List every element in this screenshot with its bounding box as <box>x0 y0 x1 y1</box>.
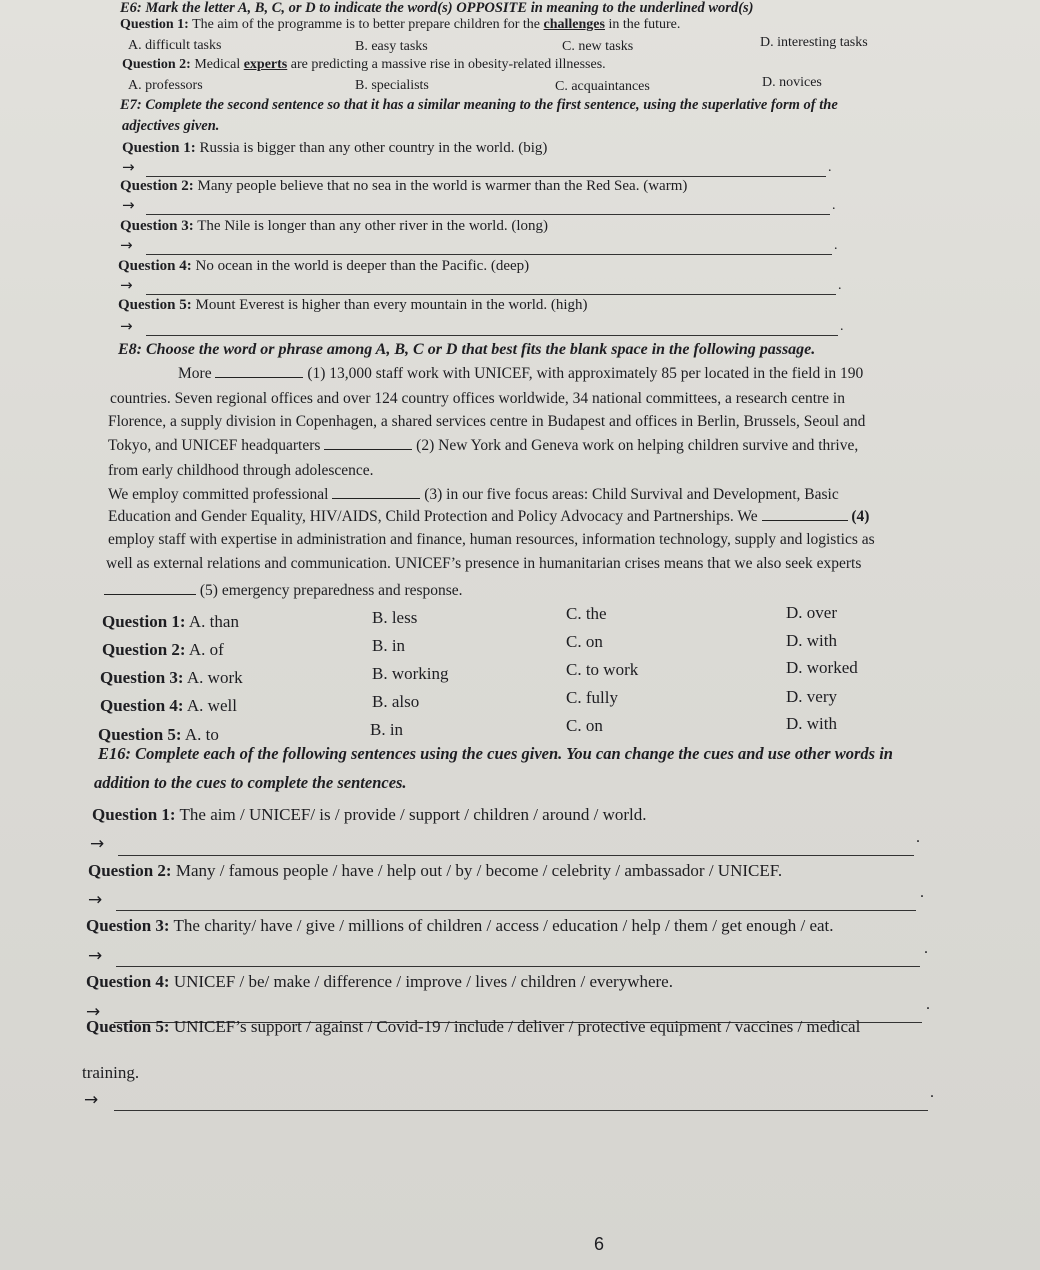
blank-5[interactable] <box>104 594 196 595</box>
question-text: The Nile is longer than any other river in the world. (long) <box>197 218 548 234</box>
question-text: Many / famous people / have / help out / by / become / celebrity / ambassador / UNICEF. <box>175 861 783 880</box>
option-d[interactable]: D. over <box>786 603 837 622</box>
question-label: Question 4: <box>100 696 184 715</box>
question-text: Mount Everest is higher than every mountain in the world. (high) <box>195 297 588 313</box>
question-text <box>98 725 219 745</box>
e16-question-5 <box>86 1017 860 1037</box>
answer-line[interactable] <box>146 176 826 177</box>
passage-line: employ staff with expertise in administration and finance, human resources, information technology, supply and logistics as <box>108 531 875 548</box>
question-text <box>102 640 224 660</box>
question-label: Question 4: <box>118 258 192 274</box>
e6-heading: E6: Mark the letter A, B, C, or D to indicate the word(s) OPPOSITE in meaning to the underlined word(s) <box>120 0 754 16</box>
option-b[interactable]: B. in <box>372 636 406 655</box>
passage-text: More <box>178 365 212 382</box>
question-label: Question 2: <box>102 640 186 659</box>
question-text: are predicting a massive rise in obesity-related illnesses. <box>290 57 606 72</box>
passage-text: Education and Gender Equality, HIV/AIDS, Child Protection and Policy Advocacy and Partnerships. We <box>108 508 758 525</box>
e7-heading-cont: adjectives given. <box>122 118 220 134</box>
question-text: No ocean in the world is deeper than the Pacific. (deep) <box>195 258 530 274</box>
question-label: Question 3: <box>86 916 170 935</box>
e16-question-3 <box>86 916 834 936</box>
answer-line[interactable] <box>116 966 920 967</box>
passage-text: (2) New York and Geneva work on helping children survive and thrive, <box>416 437 859 454</box>
period: . <box>916 829 920 846</box>
option-a[interactable]: A. to <box>184 725 219 744</box>
period: . <box>924 940 928 957</box>
answer-line[interactable] <box>146 335 838 336</box>
option-a[interactable]: A. well <box>186 696 237 715</box>
question-text: UNICEF / be/ make / difference / improve / lives / children / everywhere. <box>173 972 673 991</box>
e16-question-4 <box>86 972 673 992</box>
arrow-icon: → <box>122 196 135 214</box>
passage-line: Florence, a supply division in Copenhagen, a shared services centre in Budapest and offices in Berlin, Brussels, Seoul and <box>108 413 866 430</box>
option-c[interactable]: C. on <box>566 716 603 735</box>
e7-question-4 <box>118 258 529 275</box>
question-label: Question 3: <box>120 218 194 234</box>
e7-question-1 <box>122 140 547 157</box>
question-label: Question 2: <box>120 178 194 194</box>
blank-1[interactable] <box>215 377 303 378</box>
passage-line <box>108 486 839 504</box>
period: . <box>838 278 842 293</box>
period: . <box>834 238 838 253</box>
answer-line[interactable] <box>116 910 916 911</box>
passage-line <box>104 582 463 600</box>
underlined-word: experts <box>243 57 288 72</box>
period: . <box>828 160 832 175</box>
passage-line: from early childhood through adolescence. <box>108 462 374 479</box>
passage-text: We employ committed professional <box>108 486 329 503</box>
answer-line[interactable] <box>146 294 836 295</box>
arrow-icon: → <box>86 1002 101 1022</box>
question-text <box>100 668 243 688</box>
question-text: Russia is bigger than any other country in the world. (big) <box>199 140 548 156</box>
option-c[interactable]: C. new tasks <box>562 39 634 54</box>
option-b[interactable]: B. also <box>372 692 420 711</box>
underlined-word: challenges <box>543 17 605 32</box>
option-d[interactable]: D. novices <box>762 75 822 90</box>
question-text: in the future. <box>608 17 681 32</box>
option-c[interactable]: C. acquaintances <box>555 79 650 94</box>
e6-question-1 <box>120 17 680 33</box>
question-text: Many people believe that no sea in the world is warmer than the Red Sea. (warm) <box>197 178 688 194</box>
option-d[interactable]: D. very <box>786 687 837 706</box>
question-label: Question 5: <box>86 1017 170 1036</box>
period: . <box>926 996 930 1013</box>
option-d[interactable]: D. worked <box>786 658 858 677</box>
option-c[interactable]: C. to work <box>566 660 639 679</box>
option-b[interactable]: B. in <box>370 720 404 739</box>
question-label: Question 1: <box>102 612 186 631</box>
question-label: Question 5: <box>118 297 192 313</box>
passage-line <box>108 437 858 455</box>
question-text: UNICEF’s support / against / Covid-19 / include / deliver / protective equipment / vaccines / medical <box>173 1017 861 1036</box>
arrow-icon: → <box>84 1090 99 1110</box>
passage-line: countries. Seven regional offices and over 124 country offices worldwide, 34 national committees, a research centre in <box>110 390 845 407</box>
period: . <box>840 319 844 334</box>
question-text: The aim of the programme is to better prepare children for the <box>192 17 541 32</box>
passage-text: (4) <box>851 508 870 525</box>
answer-line[interactable] <box>146 214 830 215</box>
question-label: Question 1: <box>120 17 189 32</box>
option-b[interactable]: B. working <box>372 664 449 683</box>
question-text: Medical <box>194 57 241 72</box>
arrow-icon: → <box>122 158 135 176</box>
arrow-icon: → <box>88 890 103 910</box>
e16-heading-cont: addition to the cues to complete the sentences. <box>94 773 407 792</box>
answer-line[interactable] <box>146 254 832 255</box>
answer-line[interactable] <box>118 855 914 856</box>
question-label: Question 2: <box>122 57 191 72</box>
period: . <box>832 198 836 213</box>
answer-line[interactable] <box>114 1110 928 1111</box>
option-a[interactable]: A. than <box>188 612 239 631</box>
passage-text: (3) in our five focus areas: Child Survival and Development, Basic <box>424 486 839 503</box>
question-label: Question 1: <box>122 140 196 156</box>
question-label: Question 1: <box>92 805 176 824</box>
option-d[interactable]: D. with <box>786 631 837 650</box>
question-label: Question 2: <box>88 861 172 880</box>
arrow-icon: → <box>90 834 105 854</box>
blank-3[interactable] <box>332 498 420 499</box>
arrow-icon: → <box>120 317 133 335</box>
passage-line <box>108 508 869 526</box>
e6-question-2 <box>122 57 606 73</box>
option-a[interactable]: A. professors <box>128 78 203 93</box>
question-text <box>102 612 239 632</box>
arrow-icon: → <box>120 276 133 294</box>
question-text <box>100 696 237 716</box>
question-label: Question 3: <box>100 668 184 687</box>
page-number: 6 <box>594 1234 605 1254</box>
period: . <box>920 884 924 901</box>
e16-heading: E16: Complete each of the following sentences using the cues given. You can change the cues and use other words in <box>98 744 893 763</box>
e7-heading: E7: Complete the second sentence so that it has a similar meaning to the first sentence, using the superlative form of the <box>120 97 838 113</box>
option-b[interactable]: B. easy tasks <box>355 39 428 54</box>
arrow-icon: → <box>120 236 133 254</box>
option-a[interactable]: A. difficult tasks <box>128 38 222 53</box>
option-a[interactable]: A. of <box>188 640 224 659</box>
passage-line: well as external relations and communication. UNICEF’s presence in humanitarian crises means that we also seek experts <box>106 555 862 572</box>
question-label: Question 5: <box>98 725 182 744</box>
passage-line <box>178 365 863 383</box>
option-b[interactable]: B. less <box>372 608 418 627</box>
e16-question-2 <box>88 861 782 881</box>
option-d[interactable]: D. interesting tasks <box>760 35 868 50</box>
passage-text: Tokyo, and UNICEF headquarters <box>108 437 321 454</box>
e16-question-5-cont: training. <box>82 1063 140 1082</box>
arrow-icon: → <box>88 946 103 966</box>
option-d[interactable]: D. with <box>786 714 837 733</box>
period: . <box>930 1084 934 1101</box>
option-c[interactable]: C. the <box>566 604 607 623</box>
blank-2[interactable] <box>324 449 412 450</box>
e7-question-2 <box>120 178 687 195</box>
question-text: The charity/ have / give / millions of children / access / education / help / them / get enough / eat. <box>173 916 834 935</box>
option-c[interactable]: C. fully <box>566 688 618 707</box>
e16-question-1 <box>92 805 647 825</box>
passage-text: (5) emergency preparedness and response. <box>199 582 463 599</box>
option-a[interactable]: A. work <box>186 668 243 687</box>
option-c[interactable]: C. on <box>566 632 603 651</box>
e7-question-3 <box>120 218 548 235</box>
blank-4[interactable] <box>762 520 848 521</box>
e7-question-5 <box>118 297 588 314</box>
option-b[interactable]: B. specialists <box>355 78 429 93</box>
question-label: Question 4: <box>86 972 170 991</box>
question-text: The aim / UNICEF/ is / provide / support / children / around / world. <box>179 805 647 824</box>
passage-text: (1) 13,000 staff work with UNICEF, with approximately 85 per located in the field in 190 <box>307 365 864 382</box>
e8-heading: E8: Choose the word or phrase among A, B, C or D that best fits the blank space in the following passage. <box>118 341 816 358</box>
